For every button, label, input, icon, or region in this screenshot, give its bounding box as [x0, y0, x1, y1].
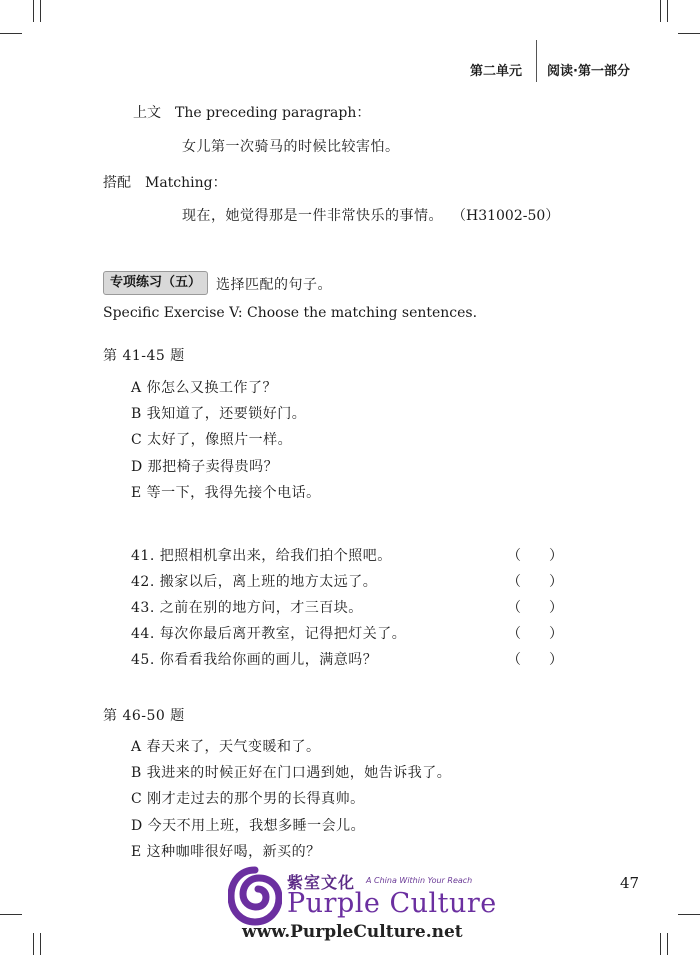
crop-mark — [660, 0, 661, 22]
question-41: 41. 把照相机拿出来，给我们拍个照吧。 — [131, 548, 392, 564]
answer-blank-45[interactable]: （ ） — [507, 652, 563, 668]
group1-option: A 你怎么又换工作了？ — [131, 380, 278, 396]
matching-text: 现在，她觉得那是一件非常快乐的事情。 — [182, 208, 443, 224]
preceding-text: 女儿第一次骑马的时候比较害怕。 — [182, 139, 400, 155]
watermark-name: Purple Culture — [287, 888, 497, 919]
group1-option: C 太好了，像照片一样。 — [131, 432, 293, 448]
crop-mark — [660, 933, 661, 955]
running-header-chapter: 第二单元 — [470, 64, 523, 79]
question-43: 43. 之前在别的地方问，才三百块。 — [131, 600, 363, 616]
crop-mark — [40, 0, 41, 22]
watermark-url[interactable]: www.PurpleCulture.net — [242, 922, 463, 942]
exercise-badge: 专项练习（五） — [103, 271, 208, 295]
question-45: 45. 你看看我给你画的画儿，满意吗？ — [131, 652, 378, 668]
matching-ref: （H31002-50） — [452, 208, 560, 224]
watermark-tagline: A China Within Your Reach — [366, 876, 473, 885]
running-header-section: 阅读·第一部分 — [547, 64, 630, 79]
group2-option: B 我进来的时候正好在门口遇到她，她告诉我了。 — [131, 765, 452, 781]
matching-label: 搭配 Matching： — [103, 175, 227, 191]
group1-heading: 第 41-45 题 — [103, 348, 185, 364]
crop-mark — [33, 0, 34, 22]
crop-mark — [667, 0, 668, 22]
purple-culture-logo-icon — [228, 866, 282, 926]
crop-mark — [667, 933, 668, 955]
page-number: 47 — [620, 874, 640, 892]
group2-heading: 第 46-50 题 — [103, 708, 185, 724]
group2-option: C 刚才走过去的那个男的长得真帅。 — [131, 791, 365, 807]
crop-mark — [0, 914, 22, 915]
group2-option: A 春天来了，天气变暖和了。 — [131, 739, 321, 755]
exercise-title-en: Specific Exercise V: Choose the matching sentences. — [103, 305, 478, 321]
exercise-title-cn: 选择匹配的句子。 — [216, 277, 332, 293]
group1-option: E 等一下，我得先接个电话。 — [131, 485, 321, 501]
answer-blank-43[interactable]: （ ） — [507, 600, 563, 616]
question-44: 44. 每次你最后离开教室，记得把灯关了。 — [131, 626, 407, 642]
answer-blank-42[interactable]: （ ） — [507, 574, 563, 590]
group1-option: D 那把椅子卖得贵吗？ — [131, 459, 279, 475]
group2-option: D 今天不用上班，我想多睡一会儿。 — [131, 818, 366, 834]
header-divider — [536, 40, 537, 82]
question-42: 42. 搬家以后，离上班的地方太远了。 — [131, 574, 378, 590]
watermark-cn: 紫室文化 — [287, 873, 356, 892]
crop-mark — [40, 933, 41, 955]
crop-mark — [0, 33, 22, 34]
crop-mark — [678, 33, 700, 34]
preceding-label: 上文 The preceding paragraph： — [133, 105, 371, 121]
answer-blank-41[interactable]: （ ） — [507, 548, 563, 564]
crop-mark — [33, 933, 34, 955]
group1-option: B 我知道了，还要锁好门。 — [131, 406, 307, 422]
crop-mark — [678, 914, 700, 915]
group2-option: E 这种咖啡很好喝，新买的？ — [131, 844, 321, 860]
answer-blank-44[interactable]: （ ） — [507, 626, 563, 642]
